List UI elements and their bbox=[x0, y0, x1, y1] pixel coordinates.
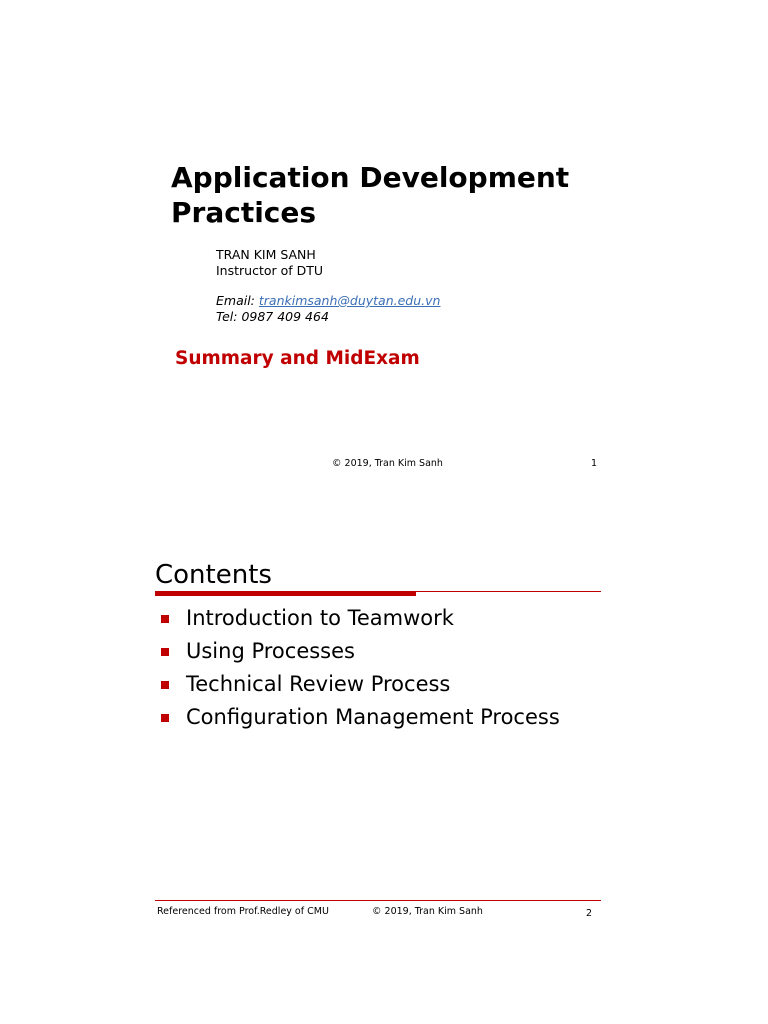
list-item-label: Configuration Management Process bbox=[186, 705, 560, 729]
list-item-label: Introduction to Teamwork bbox=[186, 606, 454, 630]
email-link[interactable]: trankimsanh@duytan.edu.vn bbox=[258, 293, 441, 308]
footer-copyright: © 2019, Tran Kim Sanh bbox=[332, 458, 443, 469]
footer-copyright: © 2019, Tran Kim Sanh bbox=[372, 906, 483, 917]
author-name: TRAN KIM SANH bbox=[216, 247, 316, 262]
title-underline-thin bbox=[416, 591, 601, 592]
list-item bbox=[158, 635, 560, 668]
author-role: Instructor of DTU bbox=[216, 262, 324, 278]
square-bullet-icon bbox=[161, 648, 169, 656]
list-item bbox=[158, 701, 560, 734]
square-bullet-icon bbox=[161, 681, 169, 689]
footer-reference: Referenced from Prof.Redley of CMU bbox=[157, 906, 329, 917]
title-underline-thick bbox=[155, 591, 416, 596]
slide-title: Application Development Practices bbox=[171, 161, 570, 229]
email-line bbox=[216, 293, 440, 309]
square-bullet-icon bbox=[161, 714, 169, 722]
list-item-label: Technical Review Process bbox=[186, 672, 451, 696]
slide-subtitle: Summary and MidExam bbox=[175, 348, 420, 369]
tel-line: Tel: 0987 409 464 bbox=[216, 308, 329, 324]
contents-title: Contents bbox=[155, 560, 272, 590]
square-bullet-icon bbox=[161, 615, 169, 623]
list-item-label: Using Processes bbox=[186, 639, 355, 663]
list-item bbox=[158, 602, 560, 635]
contents-list bbox=[158, 602, 560, 734]
email-label: Email: bbox=[216, 293, 259, 308]
footer-rule bbox=[155, 900, 601, 901]
list-item bbox=[158, 668, 560, 701]
author-block bbox=[216, 247, 323, 278]
page-number: 1 bbox=[591, 458, 598, 469]
page-number: 2 bbox=[586, 908, 593, 919]
contact-block bbox=[216, 293, 440, 324]
